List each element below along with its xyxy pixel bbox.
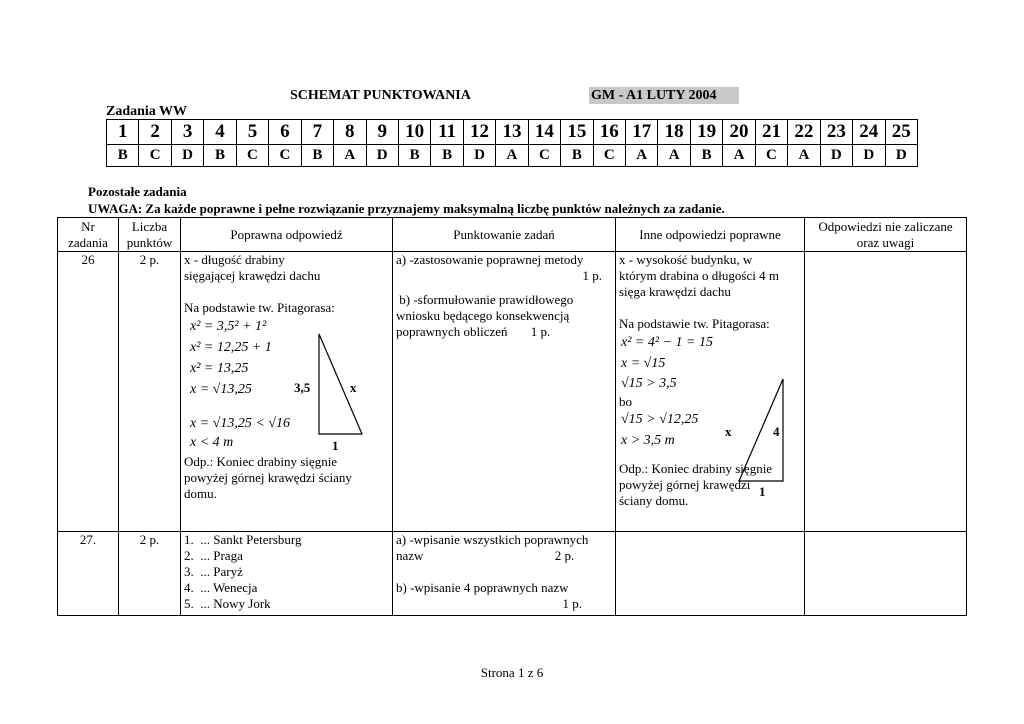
answer-key-letter: A xyxy=(334,145,366,167)
document-title: SCHEMAT PUNKTOWANIA xyxy=(290,88,471,103)
row27-nr: 27. xyxy=(58,532,119,616)
equation: x = √13,25 < √16 xyxy=(190,416,290,431)
triangle-label-leg: 3,5 xyxy=(294,380,311,395)
answer-key-letter: B xyxy=(690,145,722,167)
page-footer: Strona 1 z 6 xyxy=(480,665,544,680)
scoring-table xyxy=(57,217,967,616)
answer-key-letter: D xyxy=(853,145,885,167)
answer-key-number: 19 xyxy=(690,120,722,145)
equation: x² = 3,5² + 1² xyxy=(190,319,267,334)
city-answer: 2. ... Praga xyxy=(184,548,243,563)
other-answer: powyżej górnej krawędzi xyxy=(619,477,751,492)
other-answer: Odp.: Koniec drabiny sięgnie xyxy=(619,461,773,476)
scoring-line: b) -wpisanie 4 poprawnych nazw xyxy=(396,580,569,595)
answer-key-number: 22 xyxy=(788,120,820,145)
header-scoring: Punktowanie zadań xyxy=(393,218,616,252)
answer-key-letter: D xyxy=(885,145,918,167)
answer-key-number: 20 xyxy=(723,120,755,145)
answer-key-letter: B xyxy=(431,145,463,167)
other-line: którym drabina o długości 4 m xyxy=(619,268,779,283)
other-answer: ściany domu. xyxy=(619,493,689,508)
answer-key-number: 6 xyxy=(269,120,301,145)
row26-scoring xyxy=(393,252,616,532)
answer-key-number: 13 xyxy=(496,120,528,145)
answer-key-numbers xyxy=(107,120,918,145)
other-line: x - wysokość budynku, w xyxy=(619,252,753,267)
answer-key-number: 7 xyxy=(301,120,333,145)
header-other: Inne odpowiedzi poprawne xyxy=(616,218,805,252)
scoring-line xyxy=(396,548,612,564)
triangle-label-hypotenuse: 4 xyxy=(773,424,780,439)
answer-key-number: 5 xyxy=(236,120,268,145)
answer-key-number: 16 xyxy=(593,120,625,145)
answer-key-letter: A xyxy=(658,145,690,167)
answer-key-letter: A xyxy=(626,145,658,167)
answer-key-letter: C xyxy=(269,145,301,167)
scoring-points: 1 p. xyxy=(562,596,582,611)
row26-rejected xyxy=(805,252,967,532)
other-line: Na podstawie tw. Pitagorasa: xyxy=(619,316,770,331)
scoring-line xyxy=(396,324,612,340)
answer-key-number: 23 xyxy=(820,120,852,145)
table-row xyxy=(58,532,967,616)
answer-key-number: 14 xyxy=(528,120,560,145)
row26-other xyxy=(616,252,805,532)
answer-key-number: 8 xyxy=(334,120,366,145)
answer-key-letter: D xyxy=(463,145,495,167)
equation: x = √15 xyxy=(621,356,666,371)
other-tasks-note: UWAGA: Za każde poprawne i pełne rozwiązanie przyznajemy maksymalną liczbę punktów należnych za zadanie. xyxy=(88,201,725,216)
answer-key-table xyxy=(106,119,918,167)
answer-key-letter: A xyxy=(723,145,755,167)
city-answer: 1. ... Sankt Petersburg xyxy=(184,532,302,547)
scoring-points: 1 p. xyxy=(530,324,551,339)
exam-code: GM - A1 LUTY 2004 xyxy=(589,87,739,104)
equation: x² = 4² − 1 = 15 xyxy=(621,335,713,350)
answer-key-letter: A xyxy=(788,145,820,167)
row26-correct-line: x - długość drabiny xyxy=(184,252,285,267)
scoring-line: a) -zastosowanie poprawnej metody xyxy=(396,252,584,267)
row27-rejected xyxy=(805,532,967,616)
other-tasks-title: Pozostałe zadania xyxy=(88,184,187,199)
row27-correct xyxy=(181,532,393,616)
answer-key-number: 25 xyxy=(885,120,918,145)
answer-key-letter: C xyxy=(528,145,560,167)
city-answer: 3. ... Paryż xyxy=(184,564,243,579)
city-answer: 5. ... Nowy Jork xyxy=(184,596,271,611)
equation: √15 > √12,25 xyxy=(621,412,699,427)
scoring-line: a) -wpisanie wszystkich poprawnych xyxy=(396,532,589,547)
answer-key-letter: D xyxy=(820,145,852,167)
equation: x > 3,5 m xyxy=(621,433,675,448)
answer-key-letter: B xyxy=(398,145,430,167)
other-line: bo xyxy=(619,394,632,409)
answer-key-letter: D xyxy=(366,145,398,167)
answer-key-number: 4 xyxy=(204,120,236,145)
scoring-line: b) -sformułowanie prawidłowego xyxy=(396,292,574,307)
header-correct: Poprawna odpowiedź xyxy=(181,218,393,252)
answer-key-number: 15 xyxy=(561,120,593,145)
answer-key-letter: B xyxy=(204,145,236,167)
scoring-points: 1 p. xyxy=(582,268,602,283)
row26-answer: domu. xyxy=(184,486,217,501)
triangle-label-base: 1 xyxy=(759,484,766,499)
section-label: Zadania WW xyxy=(106,104,188,119)
equation: √15 > 3,5 xyxy=(621,376,677,391)
scoring-points: 2 p. xyxy=(554,548,575,563)
answer-key-number: 10 xyxy=(398,120,430,145)
answer-key-number: 9 xyxy=(366,120,398,145)
triangle-label-height: x xyxy=(725,424,732,439)
table-row xyxy=(58,252,967,532)
triangle-label-hypotenuse: x xyxy=(350,380,357,395)
answer-key-number: 2 xyxy=(139,120,171,145)
row27-other xyxy=(616,532,805,616)
equation: x² = 13,25 xyxy=(190,361,249,376)
row27-points: 2 p. xyxy=(119,532,181,616)
scoring-line: wniosku będącego konsekwencją xyxy=(396,308,570,323)
answer-key-letter: C xyxy=(139,145,171,167)
header-points: Liczba punktów xyxy=(119,218,181,252)
answer-key-number: 17 xyxy=(626,120,658,145)
answer-key-letter: B xyxy=(301,145,333,167)
answer-key-number: 11 xyxy=(431,120,463,145)
answer-key-number: 12 xyxy=(463,120,495,145)
answer-key-letter: B xyxy=(107,145,139,167)
city-answer: 4. ... Wenecja xyxy=(184,580,258,595)
other-line: sięga krawędzi dachu xyxy=(619,284,731,299)
equation: x = √13,25 xyxy=(190,382,252,397)
row26-correct-line: sięgającej krawędzi dachu xyxy=(184,268,321,283)
equation: x < 4 m xyxy=(190,435,234,450)
answer-key-letter: D xyxy=(171,145,203,167)
row26-nr: 26 xyxy=(58,252,119,532)
row26-answer: powyżej górnej krawędzi ściany xyxy=(184,470,352,485)
equation: x² = 12,25 + 1 xyxy=(190,340,272,355)
header-rejected: Odpowiedzi nie zaliczane oraz uwagi xyxy=(805,218,967,252)
answer-key-letter: C xyxy=(755,145,787,167)
answer-key-letters xyxy=(107,145,918,167)
table-header-row xyxy=(58,218,967,252)
answer-key-number: 24 xyxy=(853,120,885,145)
answer-key-letter: C xyxy=(593,145,625,167)
answer-key-letter: B xyxy=(561,145,593,167)
answer-key-number: 18 xyxy=(658,120,690,145)
answer-key-number: 1 xyxy=(107,120,139,145)
answer-key-letter: A xyxy=(496,145,528,167)
triangle-label-base: 1 xyxy=(332,438,339,453)
row26-points: 2 p. xyxy=(119,252,181,532)
row27-scoring xyxy=(393,532,616,616)
row26-correct-line: Na podstawie tw. Pitagorasa: xyxy=(184,300,335,315)
answer-key-number: 21 xyxy=(755,120,787,145)
header-nr: Nr zadania xyxy=(58,218,119,252)
row26-correct xyxy=(181,252,393,532)
row26-answer: Odp.: Koniec drabiny sięgnie xyxy=(184,454,338,469)
answer-key-letter: C xyxy=(236,145,268,167)
scoring-text: nazw xyxy=(396,548,424,563)
answer-key-number: 3 xyxy=(171,120,203,145)
scoring-text: poprawnych obliczeń xyxy=(396,324,508,339)
